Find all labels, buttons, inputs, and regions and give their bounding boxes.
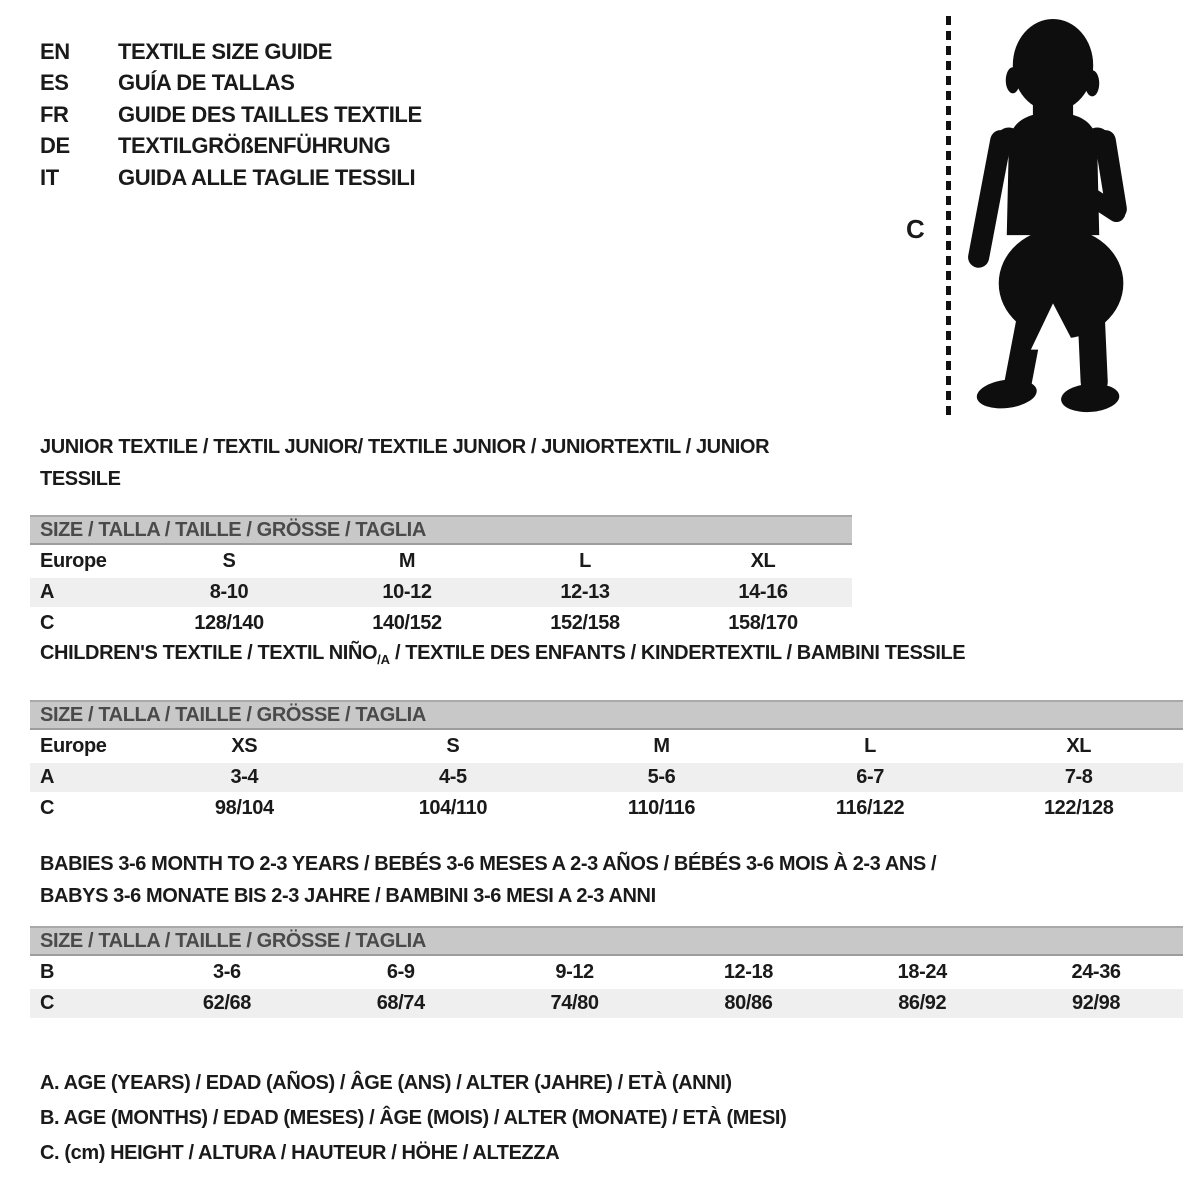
size-value-cell: 18-24 [897, 961, 947, 983]
table-row [30, 578, 852, 607]
size-value-cell: 80/86 [724, 992, 773, 1014]
size-value-cell: 92/98 [1072, 992, 1121, 1014]
size-value-cell: 12-13 [560, 581, 610, 603]
row-label: C [40, 992, 55, 1014]
size-value-cell: 3-4 [230, 766, 259, 788]
size-value-cell: 104/110 [418, 797, 488, 819]
language-row [40, 36, 422, 68]
size-value-cell: 74/80 [550, 992, 599, 1014]
size-value-cell: L [579, 550, 591, 572]
size-value-cell: XL [1066, 735, 1092, 757]
section-junior [30, 431, 852, 638]
language-row [40, 162, 422, 194]
size-value-cell: 6-7 [856, 766, 884, 788]
size-value-cell: 9-12 [555, 961, 594, 983]
size-value-cell: 116/122 [835, 797, 905, 819]
table-row [30, 732, 1183, 761]
language-code: FR [40, 101, 69, 127]
size-header-bar: SIZE / TALLA / TAILLE / GRÖSSE / TAGLIA [30, 700, 1183, 730]
table-row [30, 958, 1183, 987]
row-label: A [40, 581, 55, 603]
section-title-line: BABYS 3-6 MONATE BIS 2-3 JAHRE / BAMBINI 3-6 MESI A 2-3 ANNI [40, 885, 656, 907]
title-text: CHILDREN'S TEXTILE / TEXTIL NIÑO [40, 642, 378, 664]
size-value-cell: 7-8 [1064, 766, 1093, 788]
size-value-cell: 4-5 [439, 766, 467, 788]
section-title [30, 431, 852, 495]
size-value-cell: 158/170 [728, 612, 798, 634]
language-code: DE [40, 133, 70, 159]
size-value-cell: 24-36 [1071, 961, 1121, 983]
language-title: TEXTILGRÖßENFÜHRUNG [118, 133, 391, 159]
language-row [40, 99, 422, 131]
section-children [30, 637, 1183, 823]
table-row [30, 609, 852, 638]
section-title [30, 637, 1183, 676]
size-value-cell: 140/152 [372, 612, 442, 634]
toddler-silhouette-icon [968, 16, 1140, 418]
table-row [30, 989, 1183, 1018]
size-value-cell: 110/116 [627, 797, 696, 819]
language-row [40, 68, 422, 100]
language-title-list [40, 36, 422, 194]
size-value-cell: 128/140 [194, 612, 264, 634]
language-row [40, 131, 422, 163]
size-value-cell: XS [231, 735, 258, 757]
row-label: Europe [40, 735, 107, 757]
row-label: Europe [40, 550, 107, 572]
table-row [30, 794, 1183, 823]
language-title: GUÍA DE TALLAS [118, 70, 295, 96]
language-code: ES [40, 70, 69, 96]
section-title-line [40, 637, 1183, 676]
language-code: EN [40, 38, 70, 64]
size-value-cell: 122/128 [1043, 797, 1114, 819]
legend-line: C. (cm) HEIGHT / ALTURA / HAUTEUR / HÖHE / ALTEZZA [40, 1142, 560, 1164]
size-header-bar: SIZE / TALLA / TAILLE / GRÖSSE / TAGLIA [30, 926, 1183, 956]
section-title-line: JUNIOR TEXTILE / TEXTIL JUNIOR/ TEXTILE JUNIOR / JUNIORTEXTIL / JUNIOR TESSILE [40, 436, 770, 490]
size-value-cell: M [653, 735, 670, 757]
language-code: IT [40, 164, 59, 190]
table-row [30, 547, 852, 576]
section-title [30, 848, 1183, 912]
size-value-cell: 5-6 [647, 766, 676, 788]
legend-line: B. AGE (MONTHS) / EDAD (MESES) / ÂGE (MOIS) / ALTER (MONATE) / ETÀ (MESI) [40, 1107, 787, 1129]
row-label: C [40, 797, 55, 819]
language-title: GUIDE DES TAILLES TEXTILE [118, 101, 422, 127]
size-value-cell: 10-12 [382, 581, 432, 603]
language-title: TEXTILE SIZE GUIDE [118, 38, 333, 64]
size-value-cell: XL [750, 550, 776, 572]
size-value-cell: M [398, 550, 416, 572]
row-label: B [40, 961, 55, 983]
size-value-cell: L [864, 735, 876, 757]
height-measure-label: C [906, 214, 925, 244]
size-header-bar: SIZE / TALLA / TAILLE / GRÖSSE / TAGLIA [30, 515, 852, 545]
table-row [30, 763, 1183, 792]
title-text: / TEXTILE DES ENFANTS / KINDERTEXTIL / BAMBINI TESSILE [389, 642, 966, 664]
size-value-cell: 3-6 [213, 961, 241, 983]
size-value-cell: 152/158 [550, 612, 620, 634]
size-value-cell: 6-9 [386, 961, 415, 983]
size-value-cell: 98/104 [214, 797, 274, 819]
section-title-line: BABIES 3-6 MONTH TO 2-3 YEARS / BEBÉS 3-6 MESES A 2-3 AÑOS / BÉBÉS 3-6 MOIS À 2-3 ANS / [40, 853, 937, 875]
size-value-cell: 14-16 [738, 581, 788, 603]
size-value-cell: 68/74 [376, 992, 425, 1014]
size-value-cell: 8-10 [209, 581, 249, 603]
size-value-cell: S [222, 550, 236, 572]
row-label: C [40, 612, 55, 634]
row-label: A [40, 766, 55, 788]
legend-line: A. AGE (YEARS) / EDAD (AÑOS) / ÂGE (ANS) / ALTER (JAHRE) / ETÀ (ANNI) [40, 1072, 732, 1094]
height-measure-line [946, 16, 951, 418]
size-value-cell: 62/68 [202, 992, 251, 1014]
language-title: GUIDA ALLE TAGLIE TESSILI [118, 164, 416, 190]
title-subscript: /A [377, 652, 390, 667]
size-value-cell: 12-18 [723, 961, 773, 983]
section-babies [30, 848, 1183, 1018]
size-value-cell: S [446, 735, 460, 757]
legend [40, 1066, 786, 1171]
size-value-cell: 86/92 [898, 992, 947, 1014]
